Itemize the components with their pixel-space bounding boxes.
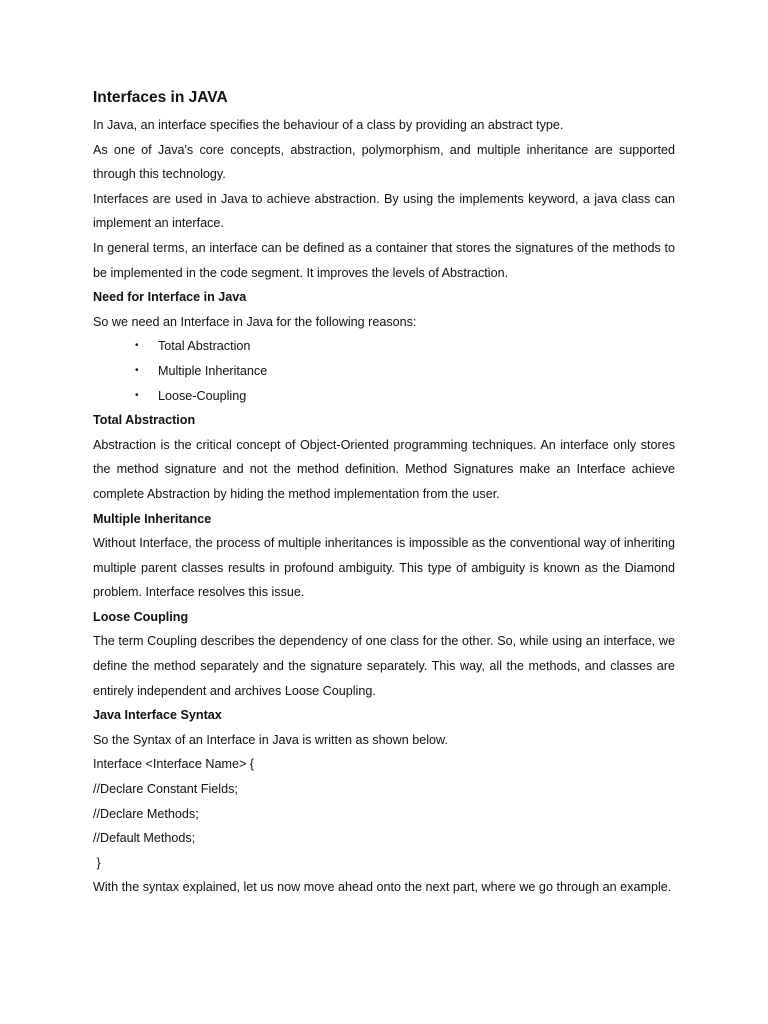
code-line: } (93, 855, 101, 870)
intro-paragraph-1: In Java, an interface specifies the behaviour of a class by providing an abstract type. (93, 118, 564, 132)
bullet-icon: • (135, 389, 139, 401)
code-line: Interface <Interface Name> { (93, 757, 255, 772)
list-item-label: Loose-Coupling (158, 388, 247, 403)
loose-coupling-text: The term Coupling describes the dependency of one class for the other. So, while using an interface, we define the method separately and the signature separately. This way, all the methods, and classes are entirely independent and archives Loose Coupling. (93, 634, 675, 698)
syntax-text: So the Syntax of an Interface in Java is written as shown below. (93, 732, 448, 747)
syntax-closing-text: With the syntax explained, let us now move ahead onto the next part, where we go through an example. (93, 880, 672, 895)
multiple-inheritance-heading: Multiple Inheritance (93, 511, 212, 526)
list-item (93, 384, 675, 409)
intro-paragraph-3: Interfaces are used in Java to achieve abstraction. By using the implements keyword, a java class can implement an interface. (93, 191, 675, 231)
bullet-icon: • (135, 340, 139, 352)
code-line: //Default Methods; (93, 831, 196, 846)
code-line: //Declare Constant Fields; (93, 782, 238, 797)
document-page (93, 86, 675, 900)
list-item-label: Multiple Inheritance (158, 363, 268, 378)
intro-paragraph-2: As one of Java's core concepts, abstraction, polymorphism, and multiple inheritance are supported through this technology. (93, 142, 675, 182)
total-abstraction-heading: Total Abstraction (93, 413, 196, 428)
syntax-heading: Java Interface Syntax (93, 708, 222, 723)
loose-coupling-heading: Loose Coupling (93, 609, 189, 624)
list-item-label: Total Abstraction (158, 339, 251, 354)
intro-paragraph-4: In general terms, an interface can be defined as a container that stores the signatures of the methods to be implemented in the code segment. It improves the levels of Abstraction. (93, 240, 675, 280)
total-abstraction-text: Abstraction is the critical concept of Object-Oriented programming techniques. An interface only stores the method signature and not the method definition. Method Signatures make an Interface achieve complete Abstraction by hiding the method implementation from the user. (93, 437, 675, 501)
code-line: //Declare Methods; (93, 806, 199, 821)
page-title: Interfaces in JAVA (93, 89, 228, 106)
need-text: So we need an Interface in Java for the following reasons: (93, 314, 417, 329)
reasons-list (93, 334, 675, 408)
list-item (93, 359, 675, 384)
need-heading: Need for Interface in Java (93, 290, 247, 305)
bullet-icon: • (135, 364, 139, 376)
list-item (93, 334, 675, 359)
multiple-inheritance-text: Without Interface, the process of multiple inheritances is impossible as the conventional way of inheriting multiple parent classes results in profound ambiguity. This type of ambiguity is known as the Diamond problem. Interface resolves this issue. (93, 536, 675, 600)
